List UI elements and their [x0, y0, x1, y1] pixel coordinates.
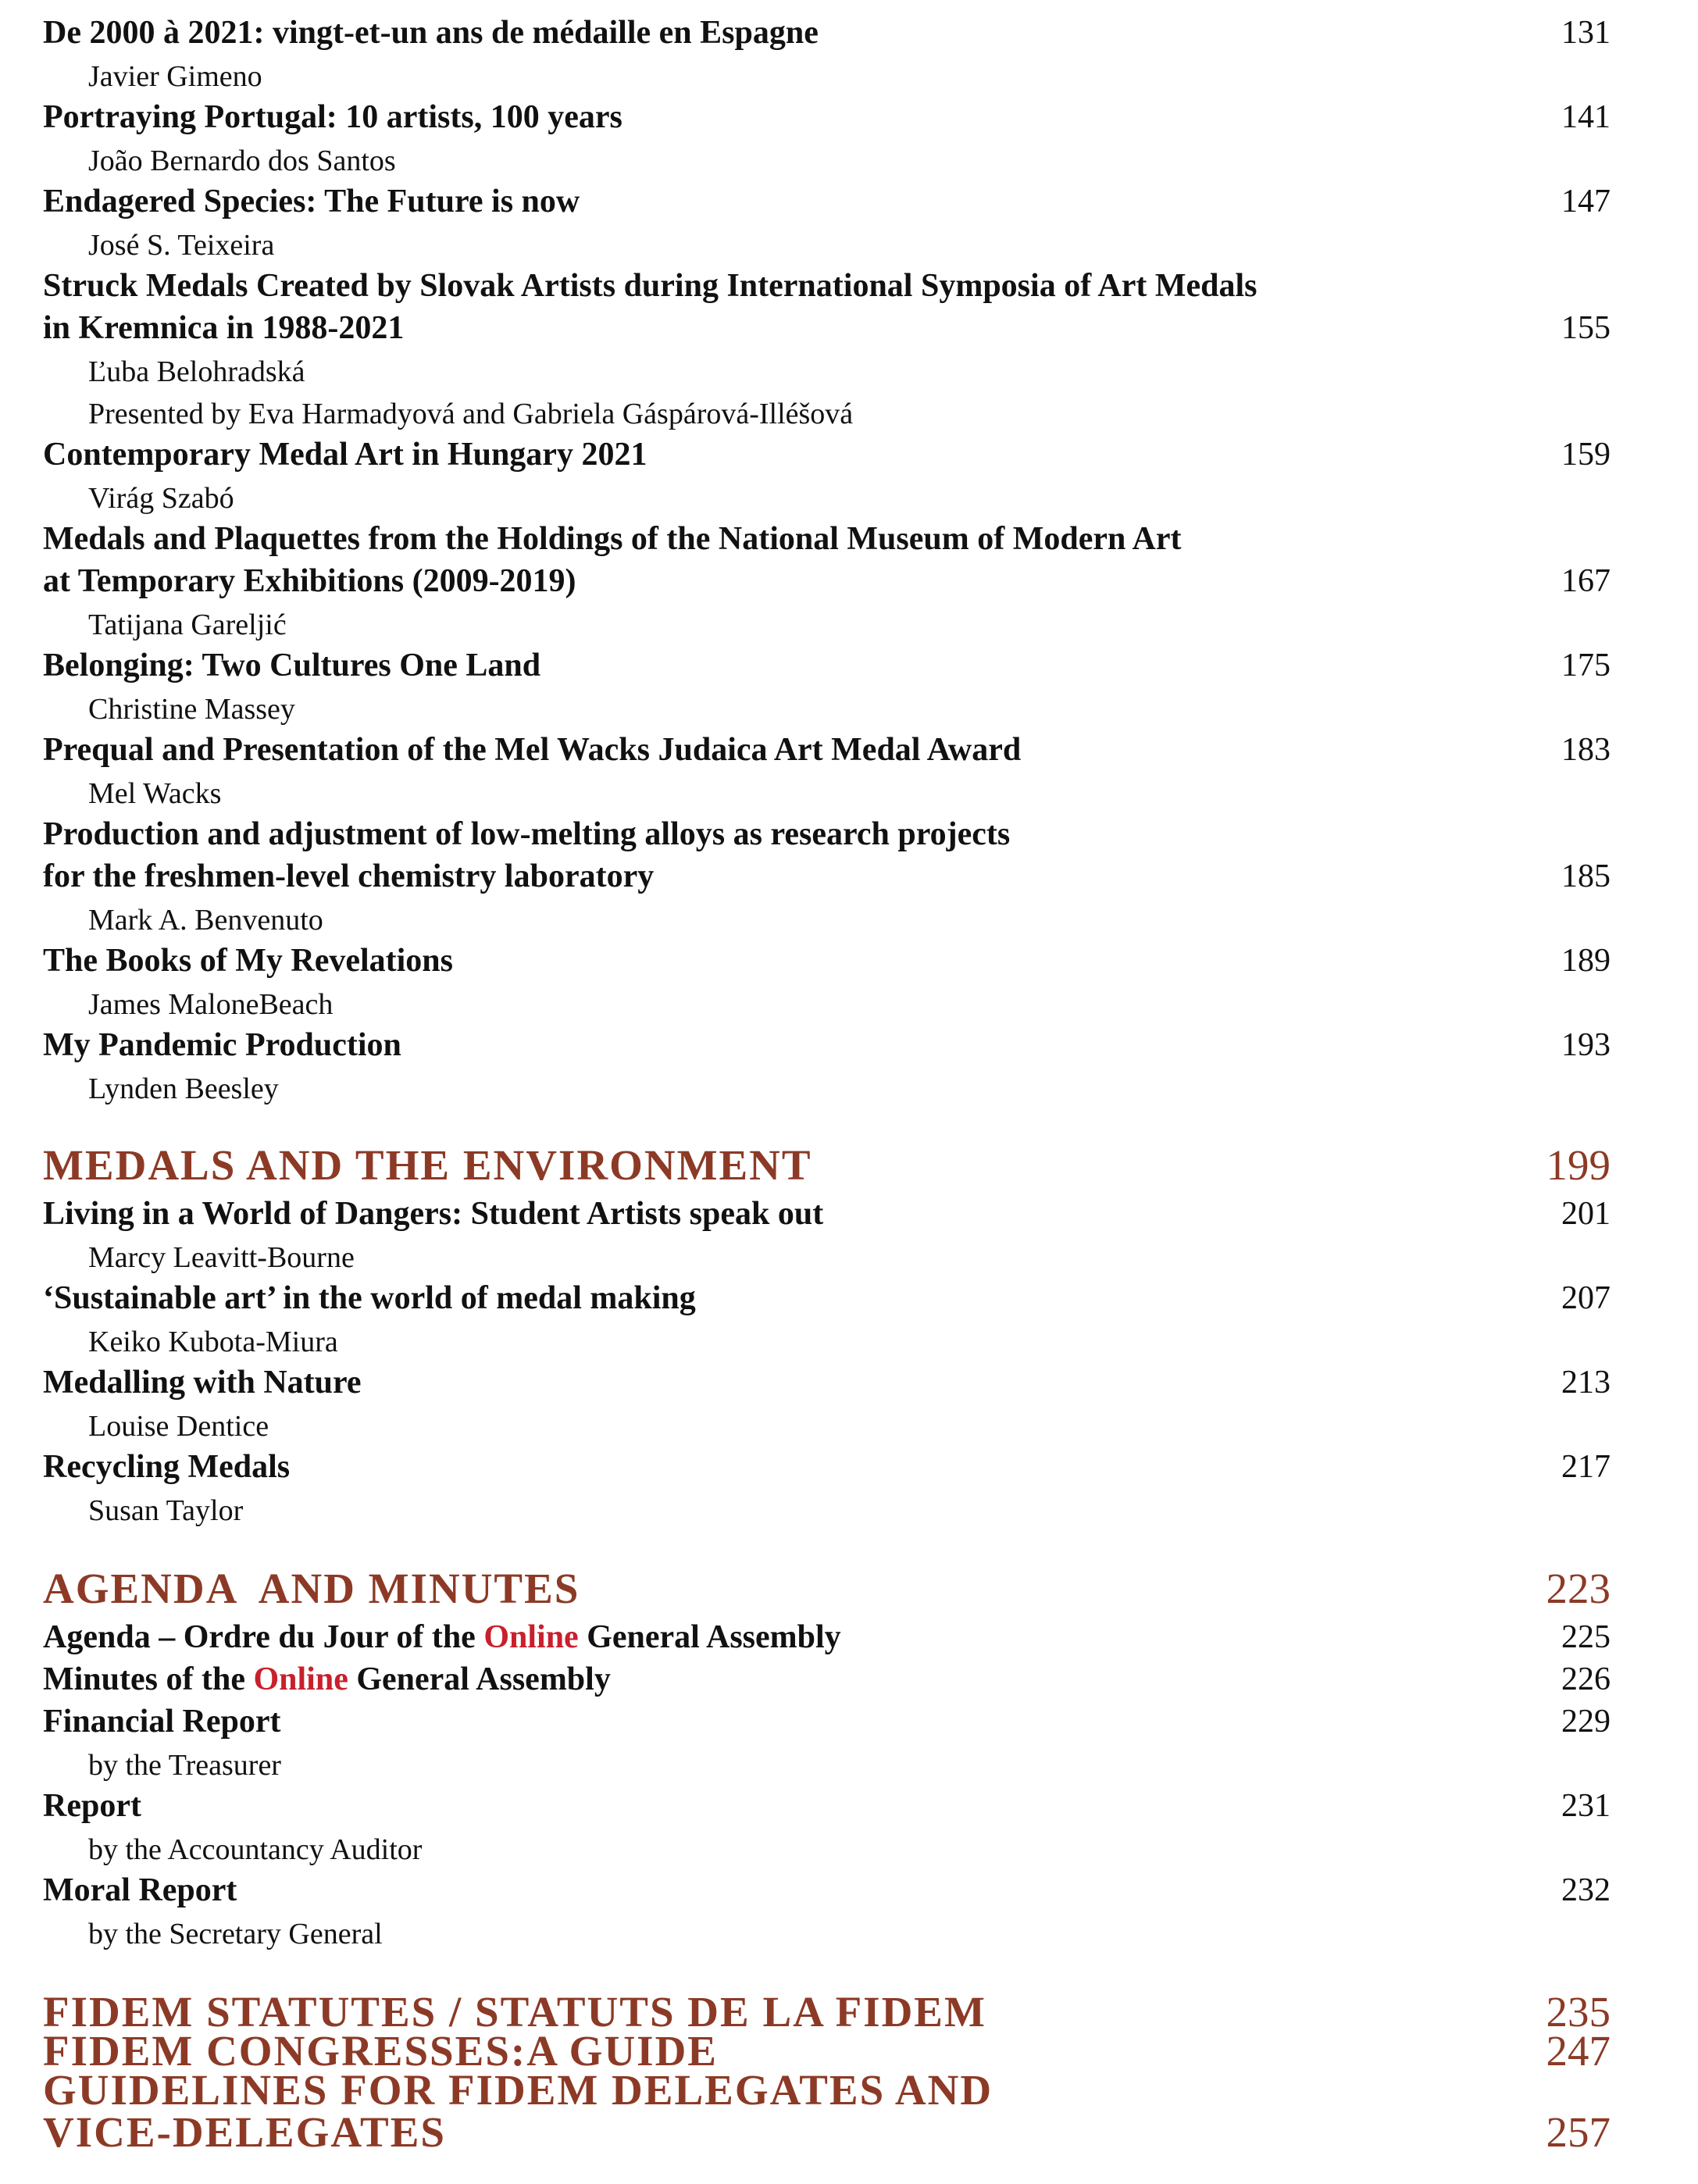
toc-entry-author-row [0, 1912, 1698, 1959]
toc-entry-page-number: 131 [1561, 15, 1611, 51]
toc-entry-page-number: 185 [1561, 858, 1611, 894]
toc-entry-title: Moral Report [43, 1872, 237, 1908]
toc-entry-presenters: Presented by Eva Harmadyová and Gabriela Gáspárová-Illéšová [88, 398, 854, 430]
toc-entry-title: Financial Report [43, 1704, 281, 1740]
toc-entry-author-row [0, 1067, 1698, 1114]
toc-entry-page-number: 159 [1561, 437, 1611, 473]
toc-entry-author-row [0, 1404, 1698, 1451]
title-text-before: Minutes of the [43, 1661, 254, 1697]
toc-entry-page-number: 189 [1561, 943, 1611, 979]
toc-entry-author: Christine Massey [88, 693, 295, 726]
toc-entry-author-row [0, 350, 1698, 397]
toc-entry-title-row-continued [0, 559, 1698, 606]
toc-entry-author: Susan Taylor [88, 1494, 244, 1527]
toc-entry-title-row [0, 1658, 1698, 1704]
toc-entry-title-row [0, 812, 1698, 859]
toc-entry-title [43, 1658, 611, 1701]
toc-entry-author-row [0, 1236, 1698, 1283]
toc-entry-title-row [0, 264, 1698, 311]
section-page-number: 247 [1546, 2027, 1611, 2075]
toc-entry-author-row [0, 1828, 1698, 1875]
toc-entry-author-row [0, 687, 1698, 734]
toc-entry-title-continued: for the freshmen-level chemistry laboratory [43, 858, 655, 894]
toc-entry-author: Ľuba Belohradská [88, 355, 305, 388]
section-page-number: 235 [1546, 1988, 1611, 2036]
toc-entry-title-row [0, 728, 1698, 775]
toc-entry-author-row [0, 55, 1698, 102]
section-heading-row [0, 1565, 1698, 1612]
toc-entry-title-row-continued [0, 855, 1698, 901]
section-heading: AGENDA AND MINUTES [43, 1565, 580, 1612]
toc-entry-title: Struck Medals Created by Slovak Artists during International Symposia of Art Medals [43, 268, 1257, 304]
toc-entry-page-number: 213 [1561, 1365, 1611, 1401]
title-text-before: Agenda – Ordre du Jour of the [43, 1619, 484, 1655]
toc-entry-title-row [0, 1023, 1698, 1070]
toc-entry-title-continued: at Temporary Exhibitions (2009-2019) [43, 563, 576, 599]
section-heading: FIDEM CONGRESSES:A GUIDE [43, 2027, 718, 2075]
toc-entry-author-row [0, 1489, 1698, 1536]
toc-entry-title: Endagered Species: The Future is now [43, 184, 580, 219]
toc-entry-title: The Books of My Revelations [43, 943, 453, 979]
section-heading-continued: VICE-DELEGATES [43, 2108, 446, 2156]
section-page-number: 199 [1546, 1141, 1611, 1189]
section-page-number: 223 [1546, 1565, 1611, 1612]
toc-entry-title-continued: in Kremnica in 1988-2021 [43, 310, 405, 346]
toc-entry-author: Virág Szabó [88, 482, 234, 515]
toc-entry-title-row [0, 1784, 1698, 1831]
toc-entry-title-row [0, 517, 1698, 564]
toc-entry-author: Marcy Leavitt-Bourne [88, 1241, 355, 1274]
toc-entry-author: João Bernardo dos Santos [88, 145, 396, 177]
toc-entry-title-row [0, 1615, 1698, 1662]
toc-entry-title-row [0, 180, 1698, 227]
section-heading-row-continued [0, 2109, 1698, 2156]
toc-entry-page-number: 201 [1561, 1196, 1611, 1232]
toc-entry-title-row [0, 433, 1698, 480]
toc-entry-title-row [0, 1445, 1698, 1492]
toc-entry-title: Prequal and Presentation of the Mel Wacks Judaica Art Medal Award [43, 732, 1022, 768]
section-heading-row [0, 1142, 1698, 1189]
toc-entry-author: Lynden Beesley [88, 1072, 279, 1105]
toc-entry-title-row [0, 1361, 1698, 1408]
toc-entry-title: De 2000 à 2021: vingt-et-un ans de médaille en Espagne [43, 15, 819, 51]
title-text-after: General Assembly [348, 1661, 611, 1697]
toc-entry-author-row [0, 392, 1698, 439]
section-heading: GUIDELINES FOR FIDEM DELEGATES AND [43, 2066, 993, 2114]
toc-entry-title: Portraying Portugal: 10 artists, 100 years [43, 99, 622, 135]
toc-entry-title: Report [43, 1788, 141, 1824]
toc-entry-author-row [0, 772, 1698, 819]
toc-entry-title: Medals and Plaquettes from the Holdings of the National Museum of Modern Art [43, 521, 1182, 557]
toc-entry-title: Belonging: Two Cultures One Land [43, 648, 541, 683]
toc-entry-page-number: 217 [1561, 1449, 1611, 1485]
toc-entry-page-number: 155 [1561, 310, 1611, 346]
toc-entry-author: Louise Dentice [88, 1410, 269, 1443]
toc-entry-author: Mel Wacks [88, 777, 222, 810]
toc-entry-page-number: 193 [1561, 1027, 1611, 1063]
toc-entry-title-row [0, 95, 1698, 142]
title-text-after: General Assembly [578, 1619, 841, 1655]
toc-entry-author: Mark A. Benvenuto [88, 904, 323, 937]
section-heading-row [0, 2067, 1698, 2114]
toc-entry-page-number: 225 [1561, 1619, 1611, 1655]
toc-entry-author: Tatijana Gareljić [88, 608, 287, 641]
toc-entry-title-row [0, 1700, 1698, 1747]
section-page-number: 257 [1546, 2108, 1611, 2156]
toc-entry-author-row [0, 1743, 1698, 1790]
toc-entry-title: Contemporary Medal Art in Hungary 2021 [43, 437, 647, 473]
toc-entry-title: Living in a World of Dangers: Student Artists speak out [43, 1196, 824, 1232]
toc-entry-author-row [0, 476, 1698, 523]
toc-entry-title-row [0, 939, 1698, 986]
toc-entry-author-row [0, 139, 1698, 186]
toc-entry-title: Medalling with Nature [43, 1365, 362, 1401]
toc-entry-author: James MaloneBeach [88, 988, 334, 1021]
toc-entry-author: Keiko Kubota-Miura [88, 1326, 338, 1358]
toc-entry-author: José S. Teixeira [88, 229, 275, 262]
toc-entry-title: Production and adjustment of low-melting alloys as research projects [43, 816, 1011, 852]
toc-entry-page-number: 231 [1561, 1788, 1611, 1824]
toc-entry-author: by the Treasurer [88, 1749, 281, 1782]
toc-entry-author-row [0, 223, 1698, 270]
toc-entry-author-row [0, 603, 1698, 650]
toc-entry-page-number: 207 [1561, 1280, 1611, 1316]
toc-entry-page-number: 226 [1561, 1661, 1611, 1697]
online-highlight: Online [483, 1619, 579, 1655]
toc-entry-author: by the Accountancy Auditor [88, 1833, 423, 1866]
toc-entry-author-row [0, 983, 1698, 1030]
toc-entry-title-row [0, 11, 1698, 58]
toc-entry-author: Javier Gimeno [88, 60, 262, 93]
toc-entry-page-number: 147 [1561, 184, 1611, 219]
toc-entry-author: by the Secretary General [88, 1918, 383, 1950]
toc-entry-title-row-continued [0, 306, 1698, 353]
toc-entry-author-row [0, 898, 1698, 945]
section-heading: MEDALS AND THE ENVIRONMENT [43, 1141, 812, 1189]
toc-entry-author-row [0, 1320, 1698, 1367]
toc-entry-page-number: 141 [1561, 99, 1611, 135]
toc-entry-title: Recycling Medals [43, 1449, 291, 1485]
toc-entry-page-number: 232 [1561, 1872, 1611, 1908]
toc-entry-page-number: 175 [1561, 648, 1611, 683]
section-heading: FIDEM STATUTES / STATUTS DE LA FIDEM [43, 1988, 986, 2036]
toc-entry-title-row [0, 1868, 1698, 1915]
toc-entry-page-number: 183 [1561, 732, 1611, 768]
online-highlight: Online [253, 1661, 348, 1697]
toc-entry-page-number: 167 [1561, 563, 1611, 599]
toc-entry-title: My Pandemic Production [43, 1027, 401, 1063]
toc-entry-title-row [0, 1192, 1698, 1239]
toc-entry-title: ‘Sustainable art’ in the world of medal making [43, 1280, 696, 1316]
toc-entry-title [43, 1615, 841, 1659]
toc-entry-title-row [0, 1276, 1698, 1323]
toc-entry-page-number: 229 [1561, 1704, 1611, 1740]
toc-entry-title-row [0, 644, 1698, 691]
